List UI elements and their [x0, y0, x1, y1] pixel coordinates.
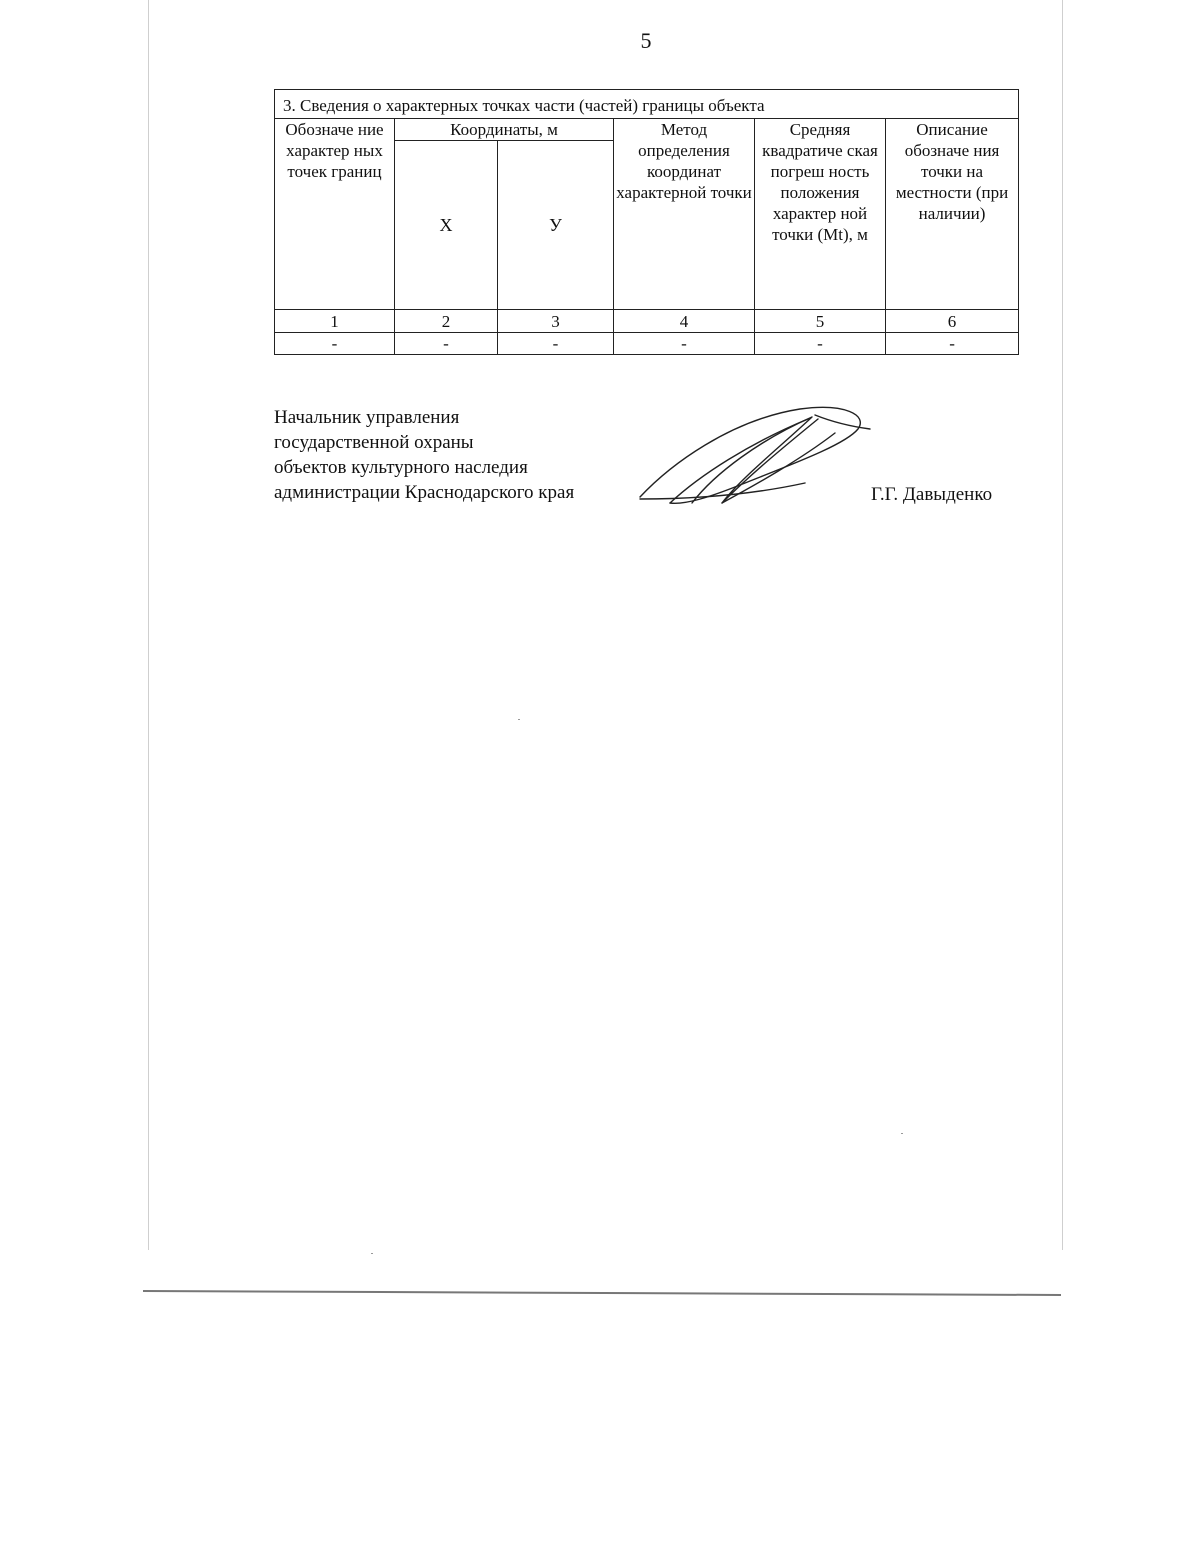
scan-speck — [901, 1133, 903, 1134]
table-cell: - — [755, 333, 886, 355]
header-coordinates: Координаты, м — [395, 119, 614, 141]
scan-speck — [518, 719, 520, 720]
column-number: 6 — [886, 310, 1019, 333]
table-cell: - — [498, 333, 614, 355]
characteristic-points-table — [274, 89, 1019, 355]
table-cell: - — [886, 333, 1019, 355]
header-point-designation: Обозначе ние характер ных точек границ — [275, 119, 395, 310]
table-header-row — [275, 119, 1019, 141]
table-cell: - — [395, 333, 498, 355]
header-accuracy: Средняя квадратиче ская погреш ность положения характер ной точки (Mt), м — [755, 119, 886, 310]
table-cell: - — [275, 333, 395, 355]
table-caption-row — [275, 90, 1019, 119]
position-line: объектов культурного наследия — [274, 457, 528, 478]
header-description: Описание обозначе ния точки на местности (при наличии) — [886, 119, 1019, 310]
column-number: 2 — [395, 310, 498, 333]
scan-edge-right — [1062, 0, 1063, 1250]
signatory-name: Г.Г. Давыденко — [871, 484, 993, 505]
position-line: администрации Краснодарского края — [274, 482, 575, 503]
position-line: Начальник управления — [274, 407, 460, 428]
header-x: Х — [395, 141, 498, 310]
handwritten-signature — [630, 395, 880, 520]
column-number: 5 — [755, 310, 886, 333]
scan-speck — [371, 1253, 373, 1254]
position-line: государственной охраны — [274, 432, 474, 453]
page-number: 5 — [640, 28, 652, 53]
table-row — [275, 333, 1019, 355]
header-method: Метод определения координат характерной точки — [614, 119, 755, 310]
column-number: 1 — [275, 310, 395, 333]
signatory-position — [274, 405, 574, 505]
column-number: 4 — [614, 310, 755, 333]
table-caption: 3. Сведения о характерных точках части (частей) границы объекта — [275, 90, 1019, 119]
column-numbers-row — [275, 310, 1019, 333]
header-y: У — [498, 141, 614, 310]
scan-edge-left — [148, 0, 149, 1250]
table-cell: - — [614, 333, 755, 355]
scan-bottom-edge — [143, 1290, 1061, 1296]
column-number: 3 — [498, 310, 614, 333]
